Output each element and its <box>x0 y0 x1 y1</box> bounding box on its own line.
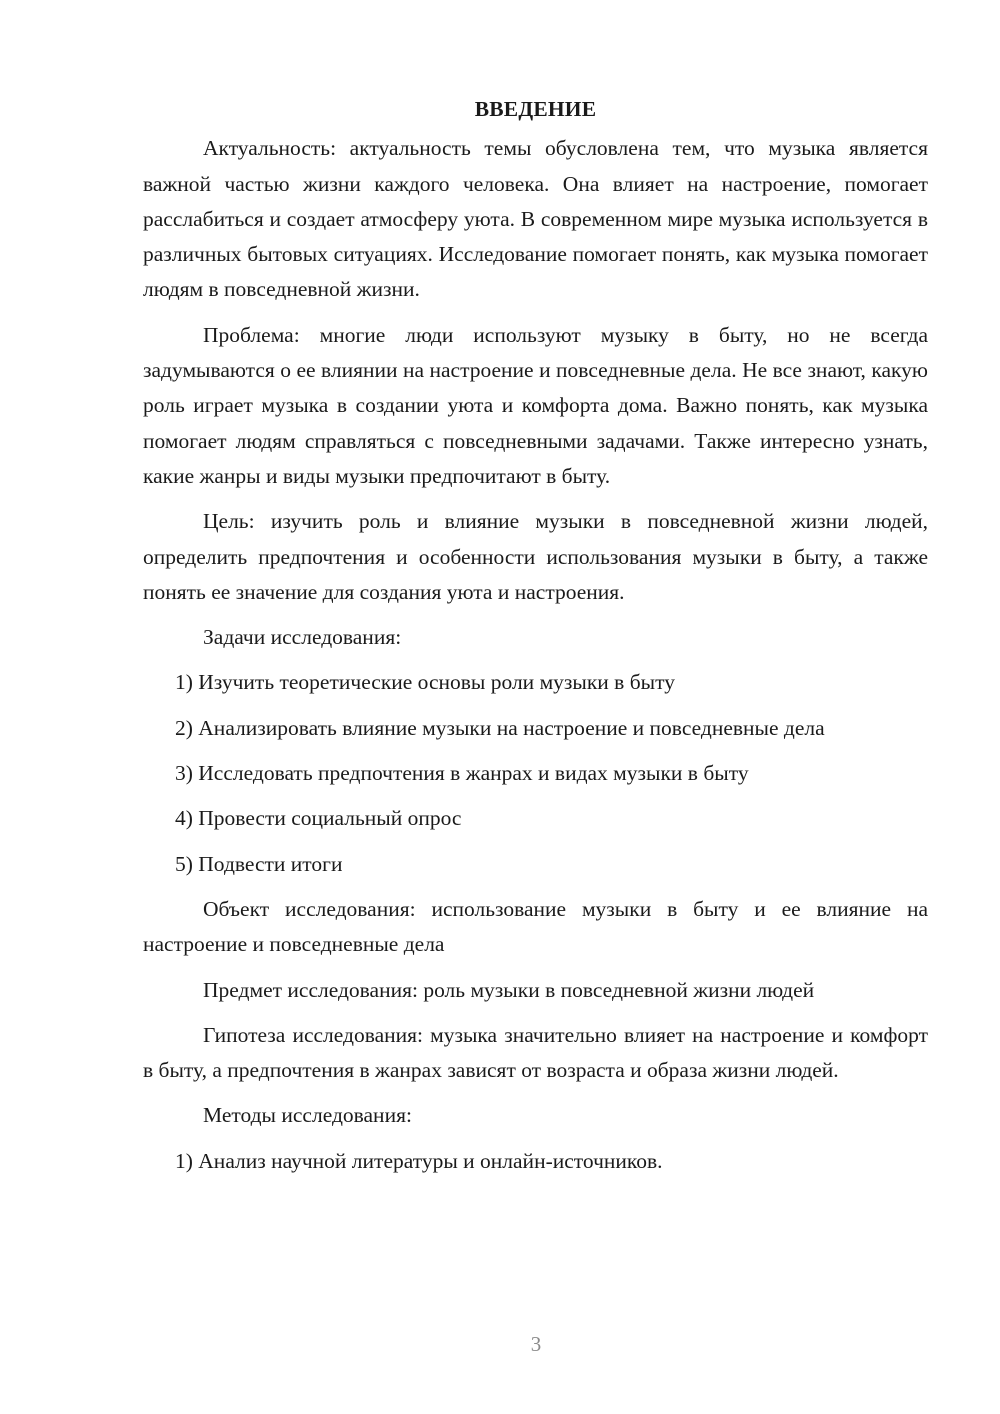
document-page <box>143 92 928 1189</box>
task-item-5: 5) Подвести итоги <box>175 851 343 876</box>
hypothesis-paragraph: Гипотеза исследования: музыка значительно влияет на настроение и комфорт в быту, а предпочтения в жанрах зависят от возраста и образа жизни людей. <box>143 1022 928 1083</box>
relevance-paragraph: Актуальность: актуальность темы обусловлена тем, что музыка является важной частью жизни каждого человека. Она влияет на настроение, помогает расслабиться и создает атмосферу уюта. В современном мире музыка используется в различных бытовых ситуациях. Исследование помогает понять, как музыка помогает людям в повседневной жизни. <box>143 136 928 302</box>
task-item-3: 3) Исследовать предпочтения в жанрах и видах музыки в быту <box>175 761 749 786</box>
problem-paragraph: Проблема: многие люди используют музыку в быту, но не всегда задумываются о ее влиянии на настроение и повседневные дела. Не все знают, какую роль играет музыка в создании уюта и комфорта дома. Важно понять, как музыка помогает людям справляться с повседневными задачами. Также интересно узнать, какие жанры и виды музыки предпочитают в быту. <box>143 322 928 488</box>
task-item-4: 4) Провести социальный опрос <box>175 806 462 831</box>
method-item-1: 1) Анализ научной литературы и онлайн-источников. <box>175 1148 663 1173</box>
object-paragraph: Объект исследования: использование музыки в быту и ее влияние на настроение и повседневные дела <box>143 896 928 957</box>
tasks-title: Задачи исследования: <box>203 625 402 650</box>
page-title: ВВЕДЕНИЕ <box>474 97 597 121</box>
task-item-1: 1) Изучить теоретические основы роли музыки в быту <box>175 670 675 695</box>
page-number: 3 <box>530 1332 542 1356</box>
goal-paragraph: Цель: изучить роль и влияние музыки в повседневной жизни людей, определить предпочтения и особенности использования музыки в быту, а также понять ее значение для создания уюта и настроения. <box>143 509 928 604</box>
subject-paragraph: Предмет исследования: роль музыки в повседневной жизни людей <box>203 977 815 1002</box>
methods-title: Методы исследования: <box>203 1103 412 1128</box>
task-item-2: 2) Анализировать влияние музыки на настроение и повседневные дела <box>175 715 825 740</box>
